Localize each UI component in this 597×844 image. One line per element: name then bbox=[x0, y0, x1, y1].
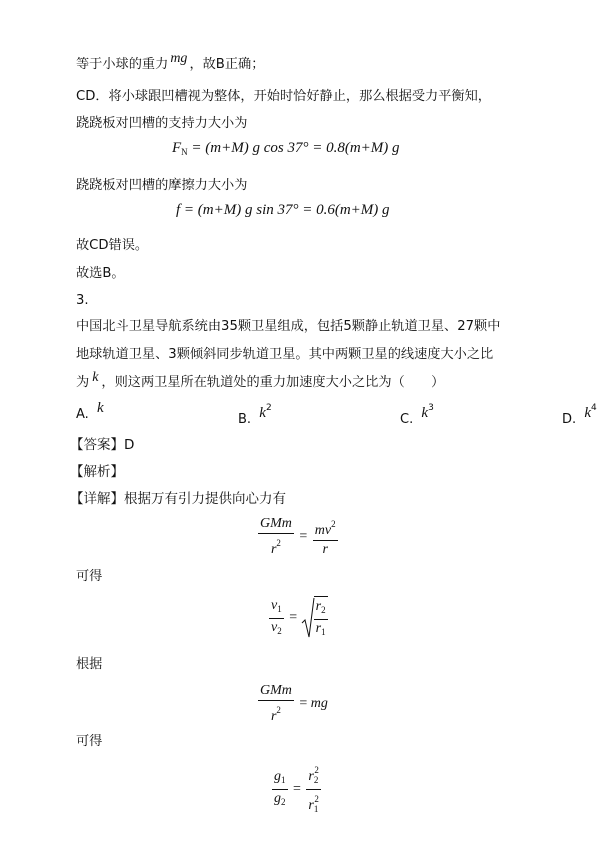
answer-value: D bbox=[124, 437, 135, 453]
keyi-1: 可得 bbox=[76, 569, 103, 584]
f4-rhs-den: r bbox=[308, 798, 314, 813]
line1-prefix: 等于小球的重力 bbox=[76, 57, 169, 72]
f4-lhs-num: g bbox=[274, 769, 281, 784]
eq1-F-sub: N bbox=[181, 147, 188, 157]
text-line-5: 故CD错误。 bbox=[76, 238, 149, 253]
answer-line bbox=[70, 436, 134, 454]
f1-den: r bbox=[270, 542, 277, 557]
sqrt-symbol: $\frac{r_2}{r_1}$ bbox=[301, 596, 330, 640]
question-number: 3. bbox=[76, 293, 89, 308]
option-b-base: k bbox=[259, 405, 266, 421]
f4-lhs-den: g bbox=[274, 791, 281, 806]
eq1-rest: = (m+M) g cos 37° = 0.8(m+M) g bbox=[191, 140, 400, 156]
equation-support-force bbox=[172, 140, 400, 157]
q3-math-k: k bbox=[92, 370, 99, 385]
text-line-3: 跷跷板对凹槽的支持力大小为 bbox=[76, 116, 248, 131]
formula-velocity-ratio: $\frac{v_1}{v_2}$ = $\frac{r_2}{r_1}$ bbox=[267, 596, 330, 640]
option-a-label: A. bbox=[76, 407, 89, 422]
question-line-2: 地球轨道卫星、3颗倾斜同步轨道卫星。其中两颗卫星的线速度大小之比 bbox=[76, 347, 494, 362]
option-c-label: C. bbox=[400, 412, 414, 427]
keyi-2: 可得 bbox=[76, 734, 103, 749]
line1-suffix: ，故B正确； bbox=[189, 57, 265, 72]
formula-gravity-centripetal: $\frac{\text{GMm}}{r^2}$ = $\frac{mv^2}{r}$ bbox=[260, 516, 336, 557]
option-b-exp: 2 bbox=[265, 403, 272, 413]
radical-sign-icon bbox=[301, 597, 315, 639]
option-a-base: k bbox=[97, 400, 104, 416]
option-b-label: B. bbox=[238, 412, 252, 427]
option-b[interactable] bbox=[238, 405, 272, 429]
formula-gravity-ratio: $\frac{g_1}{g_2}$ = $\frac{r_2^2}{r_1^2}$ bbox=[270, 762, 323, 817]
genju: 根据 bbox=[76, 657, 103, 672]
f2-rad-den: r bbox=[315, 621, 322, 636]
option-c-base: k bbox=[421, 405, 429, 421]
f3-den: r bbox=[270, 709, 277, 724]
option-d-base: k bbox=[584, 405, 592, 421]
f1-rhs-num: mv bbox=[314, 523, 332, 538]
option-a[interactable] bbox=[76, 400, 104, 424]
f1-num: GMm bbox=[258, 516, 294, 534]
f3-rhs: mg bbox=[310, 696, 328, 712]
text-line-1 bbox=[76, 51, 265, 74]
option-d-label: D. bbox=[562, 412, 577, 427]
equation-friction-force: f = (m+M) g sin 37° = 0.6(m+M) g bbox=[176, 202, 390, 218]
f1-rhs-den: r bbox=[322, 542, 328, 557]
question-line-1: 中国北斗卫星导航系统由35颗卫星组成，包括5颗静止轨道卫星、27颗中 bbox=[76, 319, 501, 334]
option-c-exp: 3 bbox=[428, 403, 434, 413]
option-d-exp: 4 bbox=[591, 403, 597, 413]
text-line-6: 故选B。 bbox=[76, 266, 125, 281]
analysis-tag: 【解析】 bbox=[70, 464, 124, 480]
f2-lhs-den: v bbox=[271, 619, 278, 635]
q3-prefix: 为 bbox=[76, 375, 90, 390]
eq1-F: F bbox=[172, 140, 182, 156]
answer-tag: 【答案】 bbox=[70, 437, 124, 453]
f4-rhs-num: r bbox=[308, 769, 314, 784]
detail-tag: 【详解】 bbox=[70, 491, 124, 507]
q3-suffix: ，则这两卫星所在轨道处的重力加速度大小之比为（ ） bbox=[101, 375, 445, 390]
text-line-4: 跷跷板对凹槽的摩擦力大小为 bbox=[76, 178, 248, 193]
option-c[interactable] bbox=[400, 405, 434, 429]
question-line-3 bbox=[76, 370, 445, 392]
line1-math-mg: mg bbox=[170, 51, 188, 66]
detail-text: 根据万有引力提供向心力有 bbox=[124, 491, 286, 507]
formula-gravity-weight: $\frac{\text{GMm}}{r^2}$ = mg bbox=[260, 683, 328, 724]
text-line-2: CD．将小球跟凹槽视为整体，开始时恰好静止，那么根据受力平衡知， bbox=[76, 89, 491, 104]
f2-lhs-num: v bbox=[271, 597, 278, 613]
f2-rad-num: r bbox=[315, 599, 322, 614]
detail-line bbox=[70, 490, 286, 508]
option-d[interactable] bbox=[562, 405, 597, 429]
f3-num: GMm bbox=[258, 683, 294, 701]
